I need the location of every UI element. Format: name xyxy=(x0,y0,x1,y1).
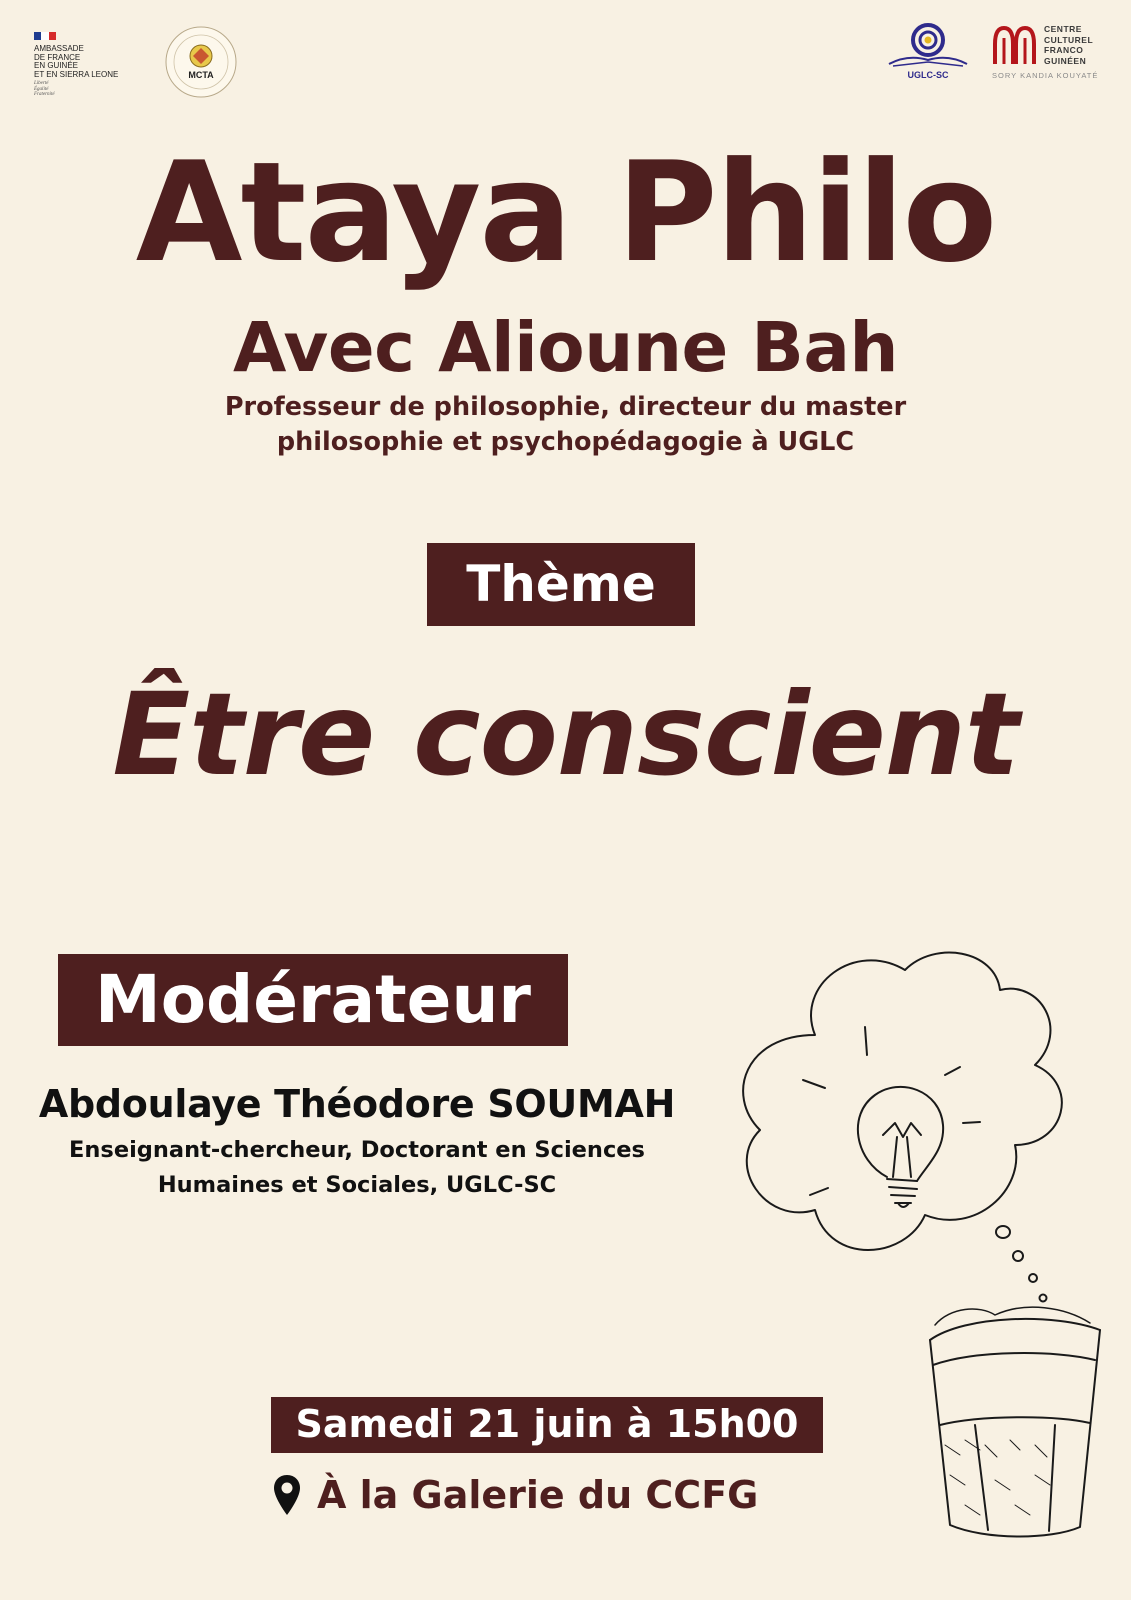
ambassade-line: AMBASSADE xyxy=(34,44,84,53)
theme-label-box: Thème xyxy=(427,543,695,626)
ccfg-mark-icon xyxy=(992,24,1037,66)
uglc-label: UGLC-SC xyxy=(907,70,949,80)
event-location xyxy=(272,1470,758,1520)
ccfg-line: CULTUREL xyxy=(1044,34,1094,45)
moderator-role-line: Enseignant-chercheur, Doctorant en Sciences xyxy=(69,1137,645,1163)
location-pin-icon xyxy=(272,1473,302,1517)
motto-line: Égalité xyxy=(34,86,49,92)
event-title: Ataya Philo xyxy=(135,132,996,293)
mcta-label: MCTA xyxy=(188,70,214,80)
ccfg-subtitle: SORY KANDIA KOUYATÉ xyxy=(992,71,1099,80)
ambassade-line: EN GUINÉE xyxy=(34,61,79,70)
speaker-role-line: philosophie et psychopédagogie à UGLC xyxy=(276,427,855,457)
motto-line: Fraternité xyxy=(34,92,55,97)
french-flag-icon xyxy=(34,32,56,40)
ambassade-line: ET EN SIERRA LEONE xyxy=(34,69,119,79)
ccfg-line: GUINÉEN xyxy=(1044,55,1087,66)
mcta-seal-logo xyxy=(163,24,239,100)
ambassade-line: DE FRANCE xyxy=(34,52,81,62)
moderator-name: Abdoulaye Théodore SOUMAH xyxy=(38,1082,676,1126)
location-text: À la Galerie du CCFG xyxy=(317,1473,759,1517)
moderator-role xyxy=(36,1133,678,1203)
ccfg-logo xyxy=(992,24,1102,84)
speaker-role-line: Professeur de philosophie, directeur du master xyxy=(224,392,907,422)
speaker-name: Avec Alioune Bah xyxy=(232,308,899,388)
moderator-label-box: Modérateur xyxy=(58,954,568,1046)
moderator-role-line: Humaines et Sociales, UGLC-SC xyxy=(157,1172,557,1198)
theme-title: Être conscient xyxy=(112,668,1019,801)
ambassade-france-logo xyxy=(34,32,144,98)
motto-line: Liberté xyxy=(34,81,49,86)
uglc-logo xyxy=(883,20,973,82)
speaker-role xyxy=(190,390,941,460)
thought-bubble-illustration xyxy=(735,945,1115,1545)
event-date-box: Samedi 21 juin à 15h00 xyxy=(271,1397,823,1453)
ccfg-line: CENTRE xyxy=(1044,24,1082,34)
ccfg-line: FRANCO xyxy=(1044,45,1084,55)
